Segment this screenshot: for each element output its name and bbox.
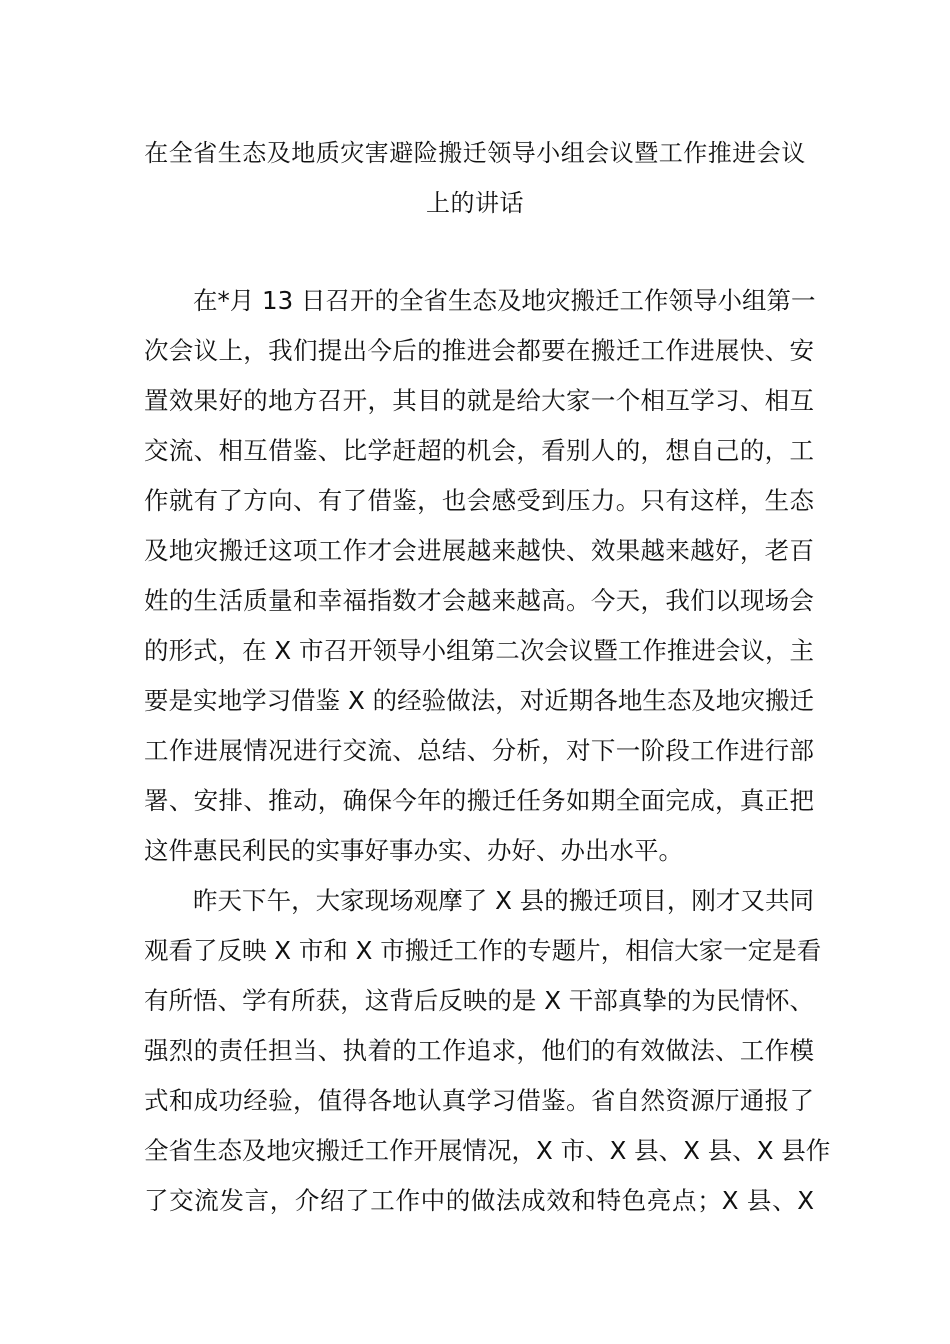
paragraph-2 [144,876,831,1226]
text-line: 观看了反映 X 市和 X 市搬迁工作的专题片，相信大家一定是看 [144,936,822,965]
text-line: 交流、相互借鉴、比学赶超的机会，看别人的，想自己的，工 [144,436,814,465]
text-line: 了交流发言，介绍了工作中的做法成效和特色亮点；X 县、X [144,1186,814,1215]
text-line: 这件惠民利民的实事好事办实、办好、办出水平。 [144,836,683,865]
text-line: 昨天下午，大家现场观摩了 X 县的搬迁项目，刚才又共同 [193,886,814,915]
text-line: 强烈的责任担当、执着的工作追求，他们的有效做法、工作模 [144,1036,814,1065]
text-line: 姓的生活质量和幸福指数才会越来越高。今天，我们以现场会 [144,586,814,615]
text-line: 式和成功经验，值得各地认真学习借鉴。省自然资源厅通报了 [144,1086,814,1115]
text-line: 在*月 13 日召开的全省生态及地灾搬迁工作领导小组第一 [193,286,816,315]
text-line: 的形式，在 X 市召开领导小组第二次会议暨工作推进会议，主 [144,636,814,665]
document-body [144,276,831,1226]
text-line: 及地灾搬迁这项工作才会进展越来越快、效果越来越好，老百 [144,536,814,565]
text-line: 有所悟、学有所获，这背后反映的是 X 干部真挚的为民情怀、 [144,986,814,1015]
text-line: 置效果好的地方召开，其目的就是给大家一个相互学习、相互 [144,386,814,415]
text-line: 作就有了方向、有了借鉴，也会感受到压力。只有这样，生态 [144,486,814,515]
document-title [120,128,830,228]
text-line: 要是实地学习借鉴 X 的经验做法，对近期各地生态及地灾搬迁 [144,686,814,715]
title-line: 在全省生态及地质灾害避险搬迁领导小组会议暨工作推进会议 [144,139,806,167]
text-line: 全省生态及地灾搬迁工作开展情况，X 市、X 县、X 县、X 县作 [144,1136,831,1165]
text-line: 次会议上，我们提出今后的推进会都要在搬迁工作进展快、安 [144,336,814,365]
text-line: 署、安排、推动，确保今年的搬迁任务如期全面完成，真正把 [144,786,814,815]
title-line: 上的讲话 [426,189,524,217]
text-line: 工作进展情况进行交流、总结、分析，对下一阶段工作进行部 [144,736,814,765]
paragraph-1 [144,276,814,876]
